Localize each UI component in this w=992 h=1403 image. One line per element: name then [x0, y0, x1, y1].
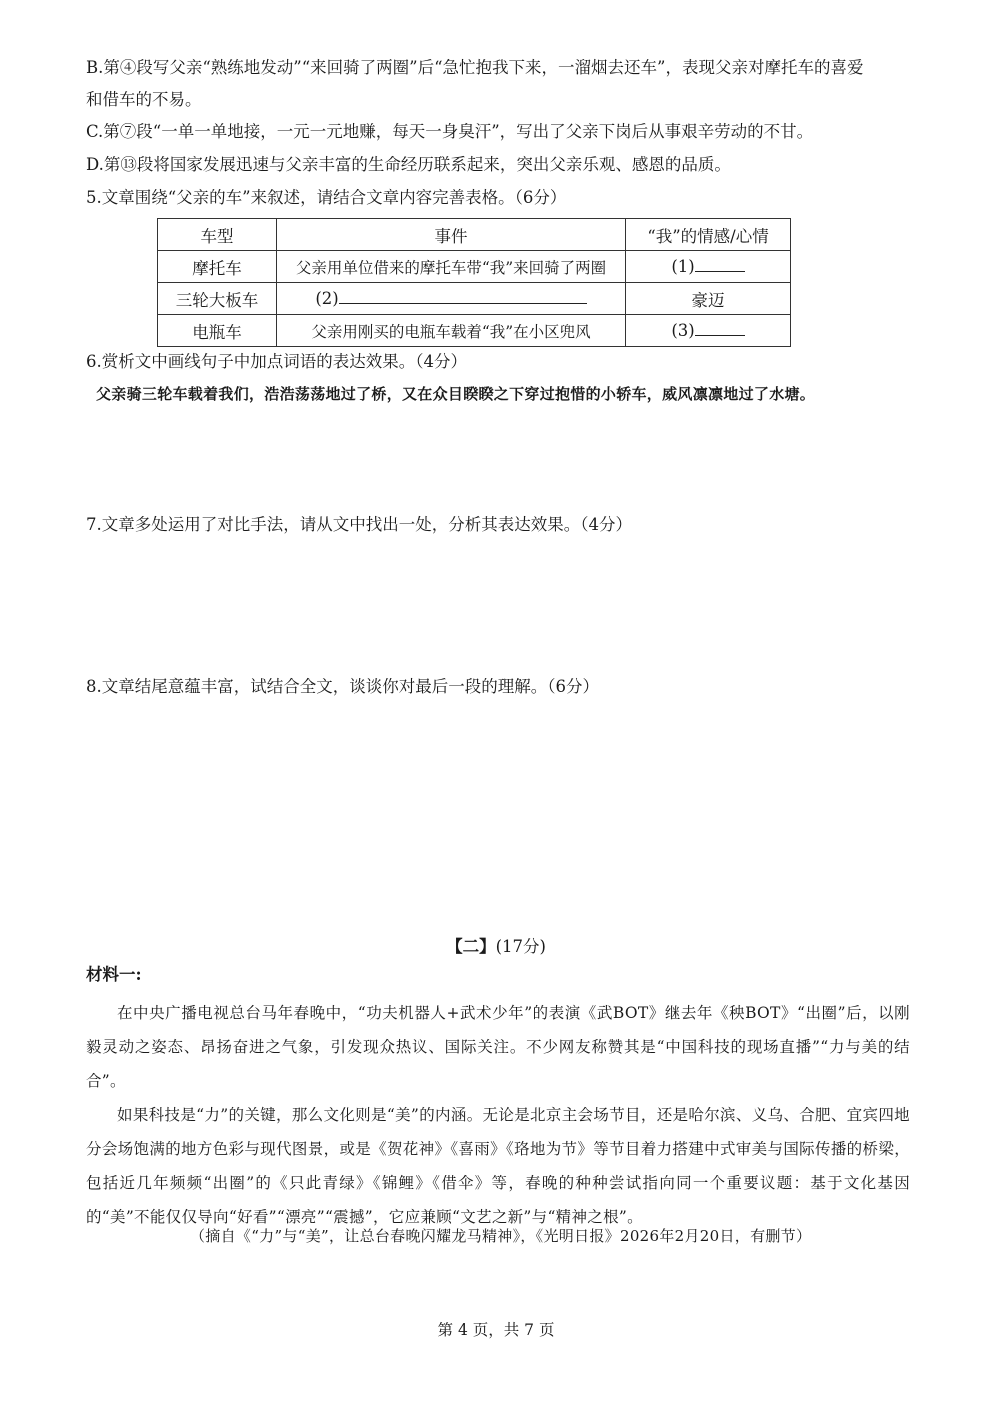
option-d: D.第⑬段将国家发展迅速与父亲丰富的生命经历联系起来，突出父亲乐观、感恩的品质。 [86, 155, 731, 174]
option-b-line1: B.第④段写父亲“熟练地发动”“来回骑了两圈”后“急忙抱我下来，一溜烟去还车”，表现父亲对摩托车的喜爱 [86, 58, 864, 77]
blank-label: (2) [315, 289, 339, 308]
section-score: (17分) [495, 937, 546, 956]
section-heading [0, 933, 992, 957]
question-6-quote: 父亲骑三轮车载着我们，浩浩荡荡地过了桥，又在众目睽睽之下穿过抱惜的小轿车，威风凛凛地过了水塘。 [96, 385, 816, 403]
table-row [158, 315, 791, 347]
material-source: （摘自《“力”与“美”，让总台春晚闪耀龙马精神》，《光明日报》2026年2月20日，有删节） [190, 1227, 812, 1245]
answer-blank[interactable] [695, 321, 745, 336]
material-label: 材料一: [86, 965, 142, 984]
question-6: 6.赏析文中画线句子中加点词语的表达效果。（4分） [86, 352, 467, 371]
cell-feeling: 豪迈 [626, 283, 791, 315]
question-5: 5.文章围绕“父亲的车”来叙述，请结合文章内容完善表格。（6分） [86, 188, 567, 207]
cell-event[interactable] [277, 283, 626, 315]
material-paragraph-1: 在中央广播电视总台马年春晚中，“功夫机器人+武术少年”的表演《武BOT》继去年《秧BOT》“出圈”后，以刚毅灵动之姿态、昂扬奋进之气象，引发现众热议、国际关注。不少网友称赞其是“中国科技的现场直播”“力与美的结合”。 [86, 1004, 910, 1090]
material-paragraph-2: 如果科技是“力”的关键，那么文化则是“美”的内涵。无论是北京主会场节目，还是哈尔滨、义乌、合肥、宜宾四地分会场饱满的地方色彩与现代图景，或是《贺花神》《喜雨》《珞地为节》等节目着力搭建中式审美与国际传播的桥梁，包括近几年频频“出圈”的《只此青绿》《锦鲤》《借伞》等，春晚的种种尝试指向同一个重要议题：基于文化基因的“美”不能仅仅导向“好看”“漂亮”“震撼”，它应兼顾“文艺之新”与“精神之根”。 [86, 1106, 910, 1226]
cell-event: 父亲用单位借来的摩托车带“我”来回骑了两圈 [277, 251, 626, 283]
table-row [158, 283, 791, 315]
answer-blank[interactable] [695, 257, 745, 272]
question-7: 7.文章多处运用了对比手法，请从文中找出一处，分析其表达效果。（4分） [86, 515, 632, 534]
table-row [158, 251, 791, 283]
blank-label: (1) [671, 257, 695, 276]
answer-blank[interactable] [339, 289, 587, 304]
answer-table [157, 218, 791, 347]
cell-feeling[interactable] [626, 315, 791, 347]
cell-car-type: 三轮大板车 [158, 283, 277, 315]
cell-car-type: 摩托车 [158, 251, 277, 283]
table-header-row [158, 219, 791, 251]
option-c: C.第⑦段“一单一单地接，一元一元地赚，每天一身臭汗”，写出了父亲下岗后从事艰辛劳动的不甘。 [86, 122, 814, 141]
section-number: 【二】 [446, 937, 496, 956]
option-b-line2: 和借车的不易。 [86, 90, 202, 109]
blank-label: (3) [671, 321, 695, 340]
header-car-type: 车型 [158, 219, 277, 251]
header-feeling: “我”的情感/心情 [626, 219, 791, 251]
cell-feeling[interactable] [626, 251, 791, 283]
page-footer: 第 4 页，共 7 页 [437, 1321, 555, 1339]
header-event: 事件 [277, 219, 626, 251]
cell-event: 父亲用刚买的电瓶车载着“我”在小区兜风 [277, 315, 626, 347]
cell-car-type: 电瓶车 [158, 315, 277, 347]
question-8: 8.文章结尾意蕴丰富，试结合全文，谈谈你对最后一段的理解。（6分） [86, 677, 599, 696]
